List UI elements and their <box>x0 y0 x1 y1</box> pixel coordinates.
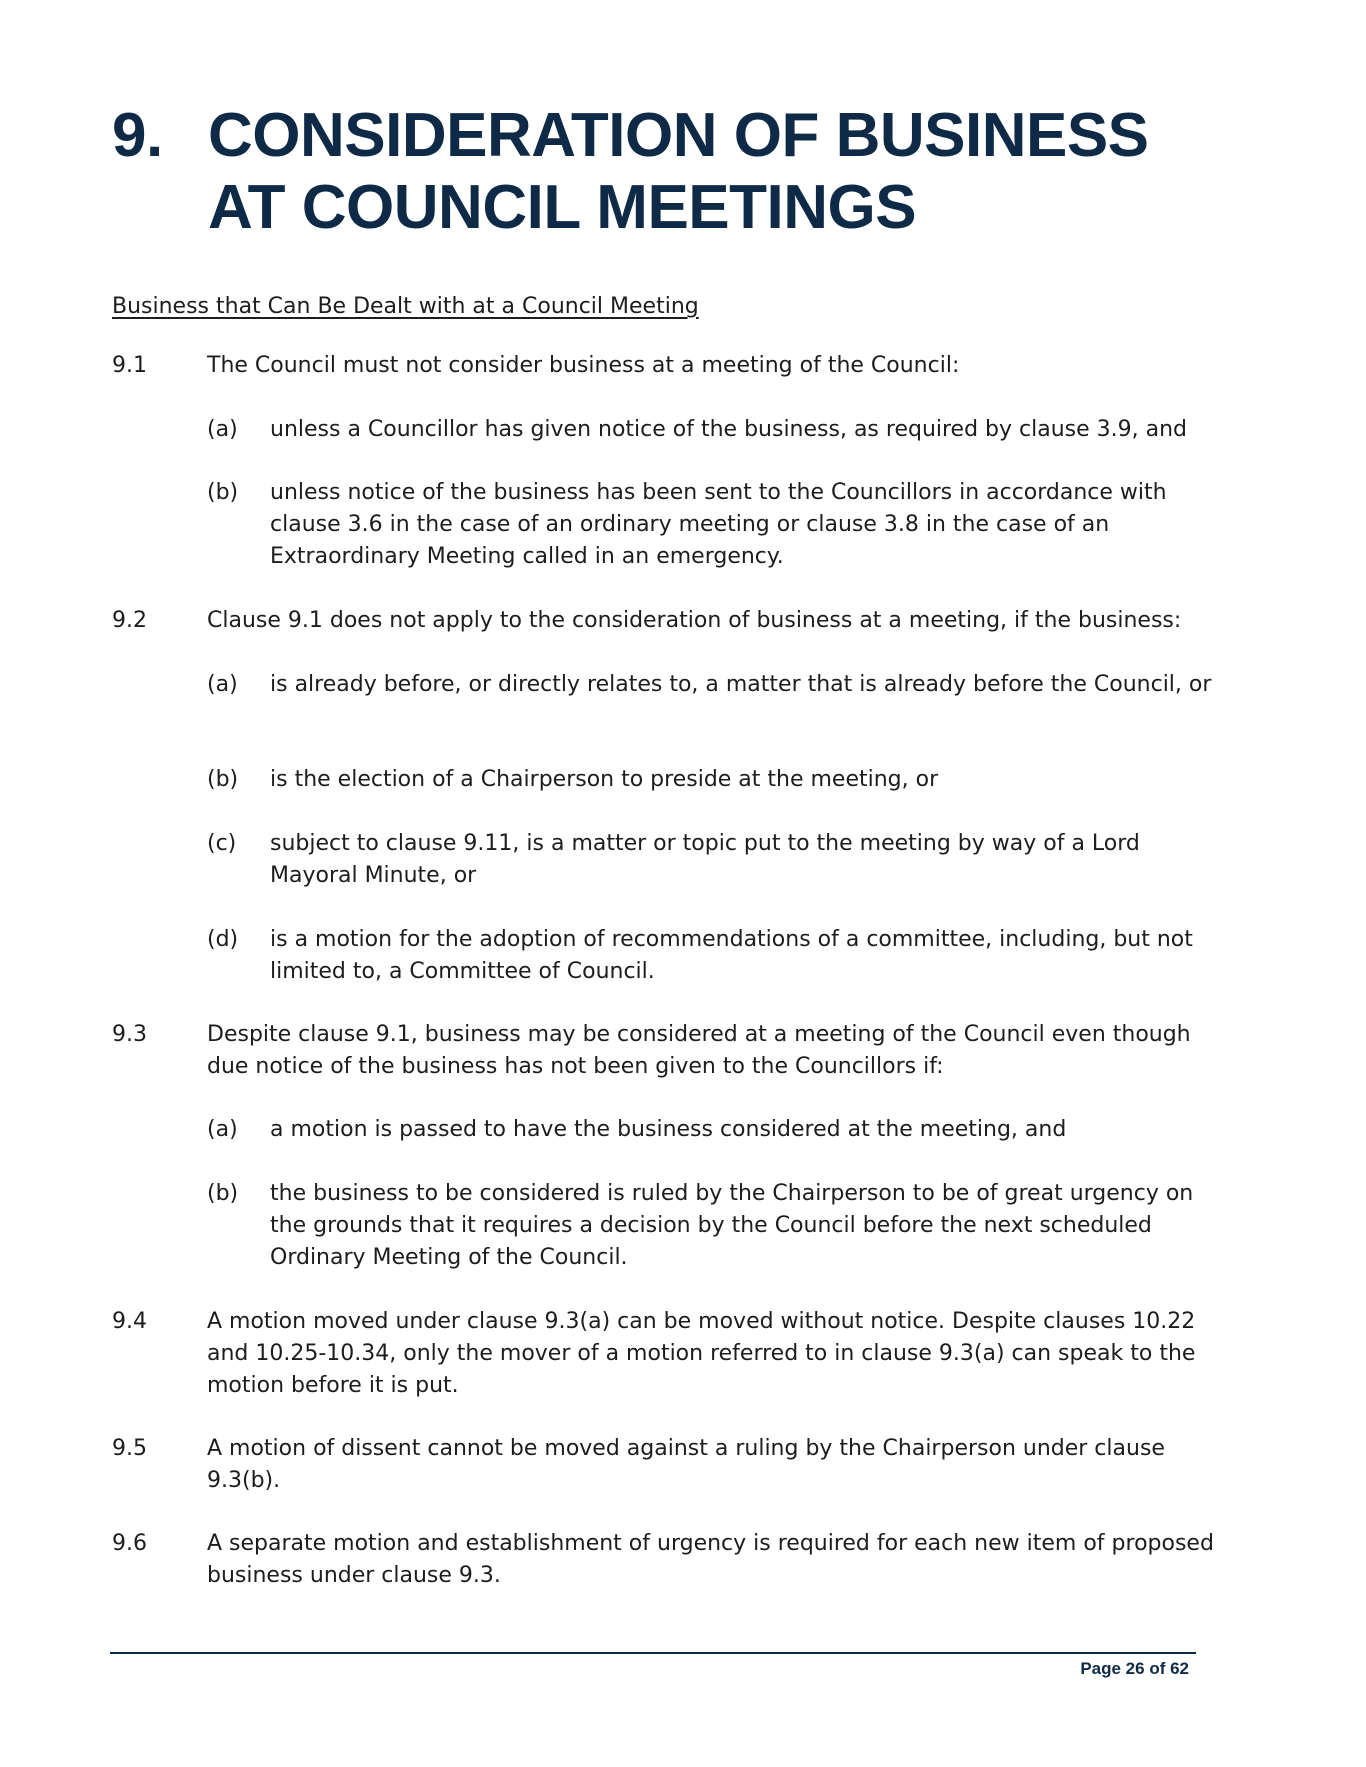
item-text: is already before, or directly relates to, a matter that is already before the Council, or <box>270 672 1212 697</box>
item-label: (b) <box>207 480 239 505</box>
section-number: 9. <box>112 101 163 170</box>
item-text: a motion is passed to have the business considered at the meeting, and <box>270 1117 1067 1142</box>
clause-number: 9.6 <box>112 1531 147 1556</box>
clause-text: The Council must not consider business at a meeting of the Council: <box>207 353 960 378</box>
clause-number: 9.3 <box>112 1022 147 1047</box>
page-number: Page 26 of 62 <box>1080 1659 1189 1678</box>
clause-text: A separate motion and establishment of urgency is required for each new item of proposed business under clause 9.3. <box>207 1531 1214 1588</box>
item-label: (d) <box>207 927 239 952</box>
item-text: is the election of a Chairperson to preside at the meeting, or <box>270 767 939 792</box>
item-text: is a motion for the adoption of recommendations of a committee, including, but not limited to, a Committee of Council. <box>270 927 1193 984</box>
clause-number: 9.4 <box>112 1309 147 1334</box>
footer-divider <box>110 1652 1196 1654</box>
item-label: (c) <box>207 831 237 856</box>
item-label: (a) <box>207 417 238 442</box>
clause-text: Clause 9.1 does not apply to the consideration of business at a meeting, if the business: <box>207 608 1182 633</box>
subsection-heading: Business that Can Be Dealt with at a Council Meeting <box>112 294 699 319</box>
item-text: unless a Councillor has given notice of the business, as required by clause 3.9, and <box>270 417 1188 442</box>
item-label: (b) <box>207 767 239 792</box>
clause-text: A motion of dissent cannot be moved against a ruling by the Chairperson under clause 9.3(b). <box>207 1436 1165 1493</box>
item-label: (a) <box>207 1117 238 1142</box>
clause-text: A motion moved under clause 9.3(a) can be moved without notice. Despite clauses 10.22 and 10.25-10.34, only the mover of a motion referred to in clause 9.3(a) can speak to the motion before it is put. <box>207 1309 1196 1398</box>
item-label: (a) <box>207 672 238 697</box>
item-label: (b) <box>207 1181 239 1206</box>
item-text: unless notice of the business has been sent to the Councillors in accordance with clause 3.6 in the case of an ordinary meeting or clause 3.8 in the case of an Extraordinary Meeting called in an emergency. <box>270 480 1167 569</box>
clause-number: 9.5 <box>112 1436 147 1461</box>
item-text: the business to be considered is ruled by the Chairperson to be of great urgency on the grounds that it requires a decision by the Council before the next scheduled Ordinary Meeting of the Council. <box>270 1181 1194 1270</box>
clause-text: Despite clause 9.1, business may be considered at a meeting of the Council even though due notice of the business has not been given to the Councillors if: <box>207 1022 1191 1079</box>
section-title: CONSIDERATION OF BUSINESS AT COUNCIL MEETINGS <box>208 101 1149 242</box>
item-text: subject to clause 9.11, is a matter or topic put to the meeting by way of a Lord Mayoral Minute, or <box>270 831 1140 888</box>
clause-number: 9.2 <box>112 608 147 633</box>
clause-number: 9.1 <box>112 353 147 378</box>
